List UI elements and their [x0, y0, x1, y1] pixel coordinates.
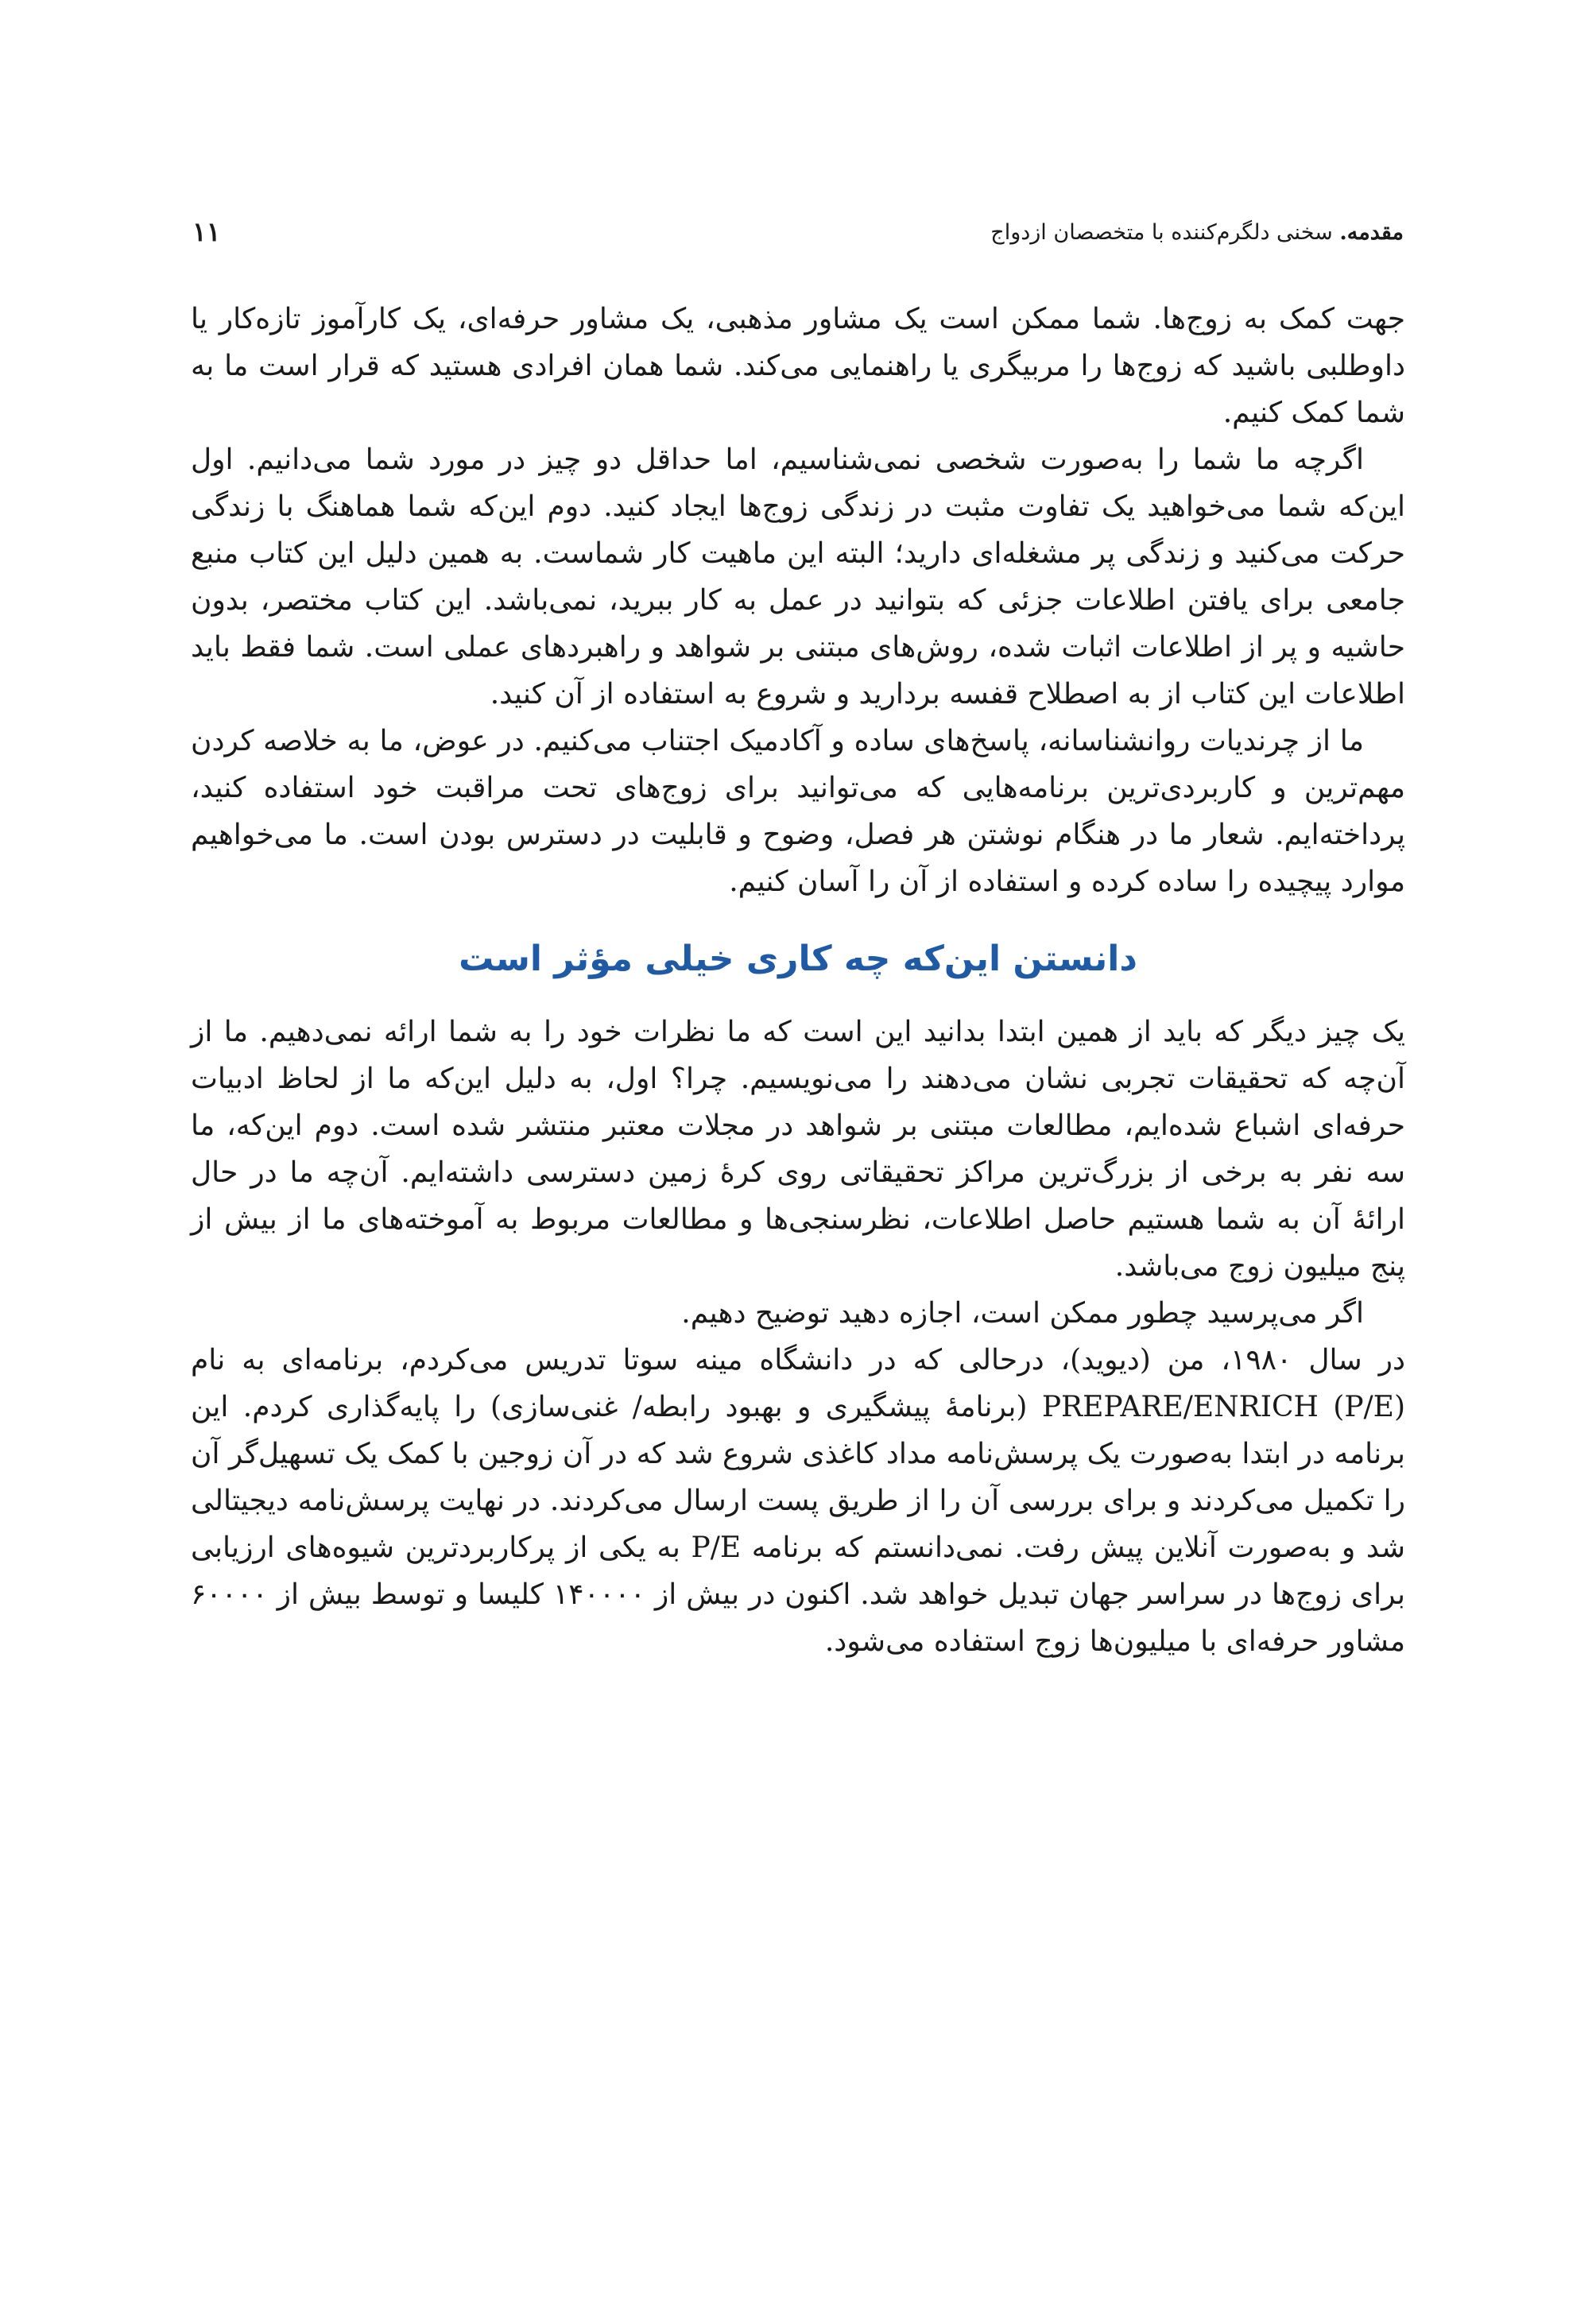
program-name-latin: PREPARE/ENRICH (P/E): [1041, 1391, 1405, 1423]
paragraph-4: یک چیز دیگر که باید از همین ابتدا بدانید این است که ما نظرات خود را به شما ارائه نمی‌دهیم. ما از آن‌چه که تحقیقات تجربی نشان می‌دهند را می‌نویسیم. چرا؟ اول، به دلیل این‌که ما از لحاظ ادبیات حرفه‌ای اشباع شده‌ایم، مطالعات مبتنی بر شواهد در مجلات معتبر منتشر شده است. دوم این‌که، ما سه نفر به برخی از بزرگ‌ترین مراکز تحقیقاتی روی کرهٔ زمین دسترسی داشته‌ایم. آن‌چه ما در حال ارائهٔ آن به شما هستیم حاصل اطلاعات، نظرسنجی‌ها و مطالعات مربوط به آموخته‌های ما از بیش از پنج میلیون زوج می‌باشد.: [191, 1016, 1405, 1283]
running-header: [192, 208, 1404, 256]
paragraph-6-part-3: به یکی از پرکاربردترین شیوه‌های ارزیابی برای زوج‌ها در سراسر جهان تبدیل خواهد شد. اکنون در بیش از ۱۴۰۰۰۰ کلیسا و توسط بیش از ۶۰۰۰۰ مشاور حرفه‌ای با میلیون‌ها زوج استفاده می‌شود.: [191, 1531, 1405, 1658]
section-heading: دانستن این‌که چه کاری خیلی مؤثر است: [459, 939, 1137, 979]
paragraph-6: [191, 1337, 1405, 1665]
paragraph-2: اگرچه ما شما را به‌صورت شخصی نمی‌شناسیم، اما حداقل دو چیز در مورد شما می‌دانیم. اول این‌که شما می‌خواهید یک تفاوت مثبت در زندگی زوج‌ها ایجاد کنید. دوم این‌که شما هماهنگ با زندگی حرکت می‌کنید و زندگی پر مشغله‌ای دارید؛ البته این ماهیت کار شماست. به همین دلیل این کتاب منبع جامعی برای یافتن اطلاعات جزئی که بتوانید در عمل به کار ببرید، نمی‌باشد. این کتاب مختصر، بدون حاشیه و پر از اطلاعات اثبات شده، روش‌های مبتنی بر شواهد و راهبردهای عملی است. شما فقط باید اطلاعات این کتاب از به اصطلاح قفسه بردارید و شروع به استفاده از آن کنید.: [191, 443, 1405, 711]
paragraph-6-part-1: در سال ۱۹۸۰، من (دیوید)، درحالی که در دانشگاه مینه سوتا تدریس می‌کردم، برنامه‌ای به نام: [191, 1344, 1405, 1377]
paragraph-5: اگر می‌پرسید چطور ممکن است، اجازه دهید توضیح دهیم.: [681, 1297, 1364, 1330]
body-text: [191, 296, 1405, 1665]
section-title: سخنی دلگرم‌کننده با متخصصان ازدواج: [990, 219, 1333, 245]
paragraph-3: ما از چرندیات روانشناسانه، پاسخ‌های ساده و آکادمیک اجتناب می‌کنیم. در عوض، ما به خلاصه کردن مهم‌ترین و کاربردی‌ترین برنامه‌هایی که می‌توانید برای زوج‌های تحت مراقبت خود استفاده کنید، پرداخته‌ایم. شعار ما در هنگام نوشتن هر فصل، وضوح و قابلیت در دسترس بودن است. ما می‌خواهیم موارد پیچیده را ساده کرده و استفاده از آن را آسان کنیم.: [191, 725, 1405, 898]
paragraph-1: جهت کمک به زوج‌ها. شما ممکن است یک مشاور مذهبی، یک مشاور حرفه‌ای، یک کارآموز تازه‌کار یا داوطلبی باشید که زوج‌ها را مربیگری یا راهنمایی می‌کند. شما همان افرادی هستید که قرار است ما به شما کمک کنیم.: [191, 303, 1405, 429]
paragraph-6-part-2: (برنامهٔ پیشگیری و بهبود رابطه/ غنی‌سازی) را پایه‌گذاری کردم. این برنامه در ابتدا به‌صورت یک پرسش‌نامه مداد کاغذی شروع شد که در آن زوجین با کمک یک تسهیل‌گر آن را تکمیل می‌کردند و برای بررسی آن را از طریق پست ارسال می‌کردند. در نهایت پرسش‌نامه دیجیتالی شد و به‌صورت آنلاین پیش رفت. نمی‌دانستم که برنامه: [191, 1391, 1406, 1564]
program-abbrev-latin: P/E: [691, 1531, 742, 1564]
section-label: مقدمه.: [1339, 219, 1404, 245]
page-number: ۱۱: [192, 216, 221, 247]
